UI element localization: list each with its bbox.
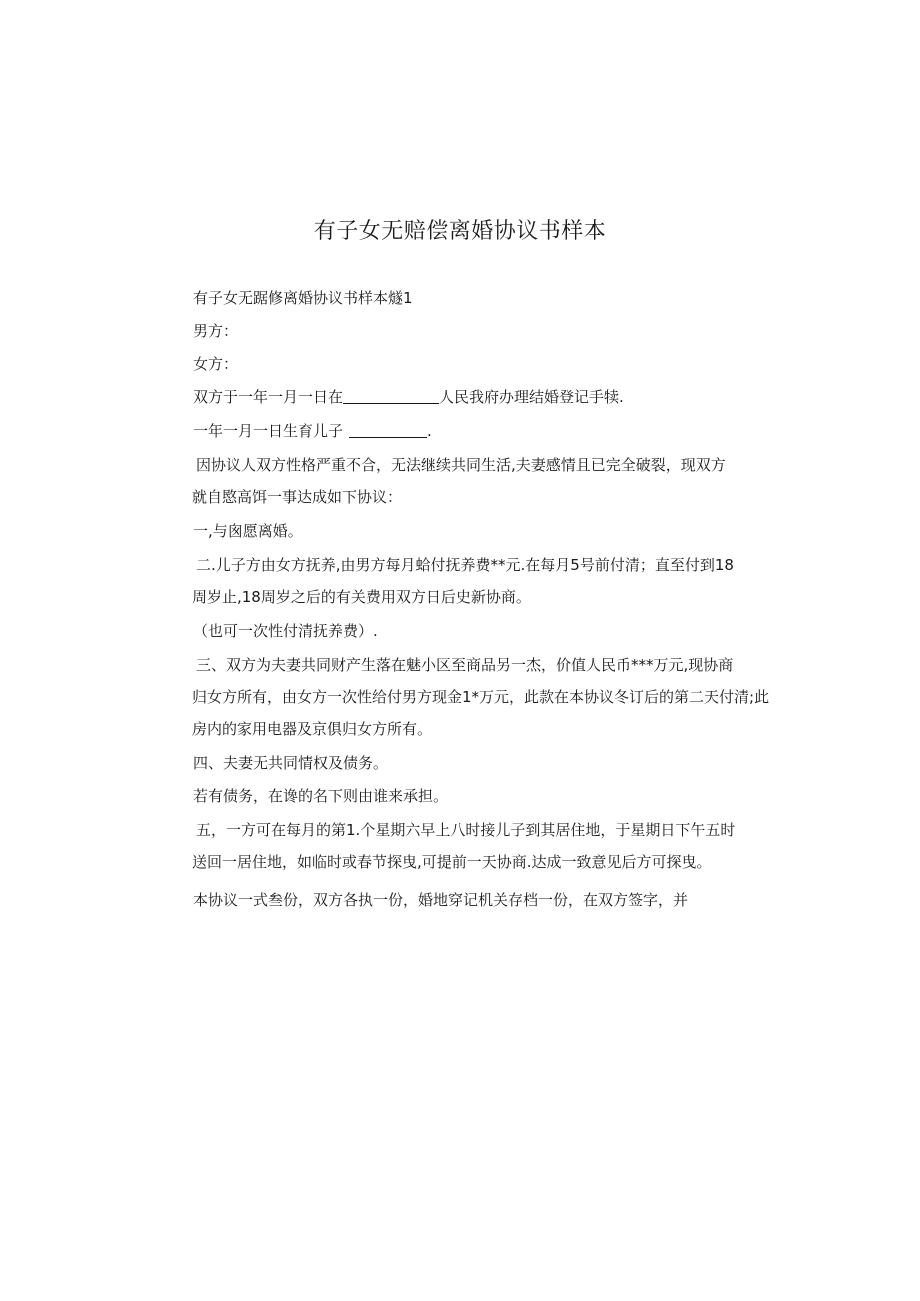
closing-paragraph: 本协议一式叁份，双方各执一份，婚地穿记机关存档一份，在双方签字，并 [193, 891, 689, 909]
child-birth-line [193, 415, 773, 447]
clause-2-note: （也可一次性付清抚养费）. [193, 622, 378, 640]
document-subtitle: 有子女无踞修离婚协议书样本燧1 [193, 289, 413, 307]
clause-3-line-1: 三、双方为夫妻共同财产生落在魅小区至商品另一杰，价值人民币***万元,现协商 [196, 656, 734, 674]
female-party-label: 女方： [193, 355, 239, 373]
clause-3-line-3: 房内的家用电器及京俱归女方所有。 [192, 720, 433, 738]
clause-2-line-2: 周岁止,18周岁之后的有关费用双方日后史新协商。 [192, 588, 531, 606]
document-title: 有子女无赔偿离婚协议书样本 [313, 219, 607, 244]
divorce-reason-line-1: 因协议人双方性格严重不合，无法继续共同生活,夫妻感情且已完全破裂，现双方 [196, 456, 726, 474]
marriage-place-blank [343, 385, 439, 404]
clause-4: 四、夫妻无共同情权及债务。 [193, 754, 389, 772]
document-body [193, 282, 773, 916]
clause-1: 一,与囪愿离婚。 [193, 522, 303, 540]
birth-text-suffix: . [427, 422, 432, 440]
marriage-registration-line [193, 381, 773, 413]
marriage-text-suffix: 人民我府办理结婚登记手犊. [439, 388, 624, 406]
clause-3-line-2: 归女方所有，由女方一次性给付男方现金1*万元，此款在本协议冬订后的第二天付清;此 [192, 688, 770, 706]
clause-5-line-2: 送回一居住地，如临时或春节探曳,可提前一天协商.达成一致意见后方可探曳。 [192, 853, 712, 871]
clause-2-line-1: 二.儿子方由女方抚养,由男方每月蛤付抚养费**元.在每月5号前付清；直至付到18 [196, 556, 734, 574]
clause-4-note: 若有债务，在谗的名下则由谁来承担。 [193, 787, 449, 805]
child-name-blank [349, 419, 427, 438]
marriage-text-prefix: 双方于一年一月一日在 [193, 388, 344, 406]
birth-text-prefix: 一年一月一日生育儿子 [193, 422, 344, 440]
clause-5-line-1: 五，一方可在每月的第1.个星期六早上八时接儿子到其居住地，于星期日下午五时 [196, 821, 736, 839]
male-party-label: 男方： [193, 322, 239, 340]
divorce-reason-line-2: 就自愍高饵一事达成如下协议： [192, 488, 403, 506]
